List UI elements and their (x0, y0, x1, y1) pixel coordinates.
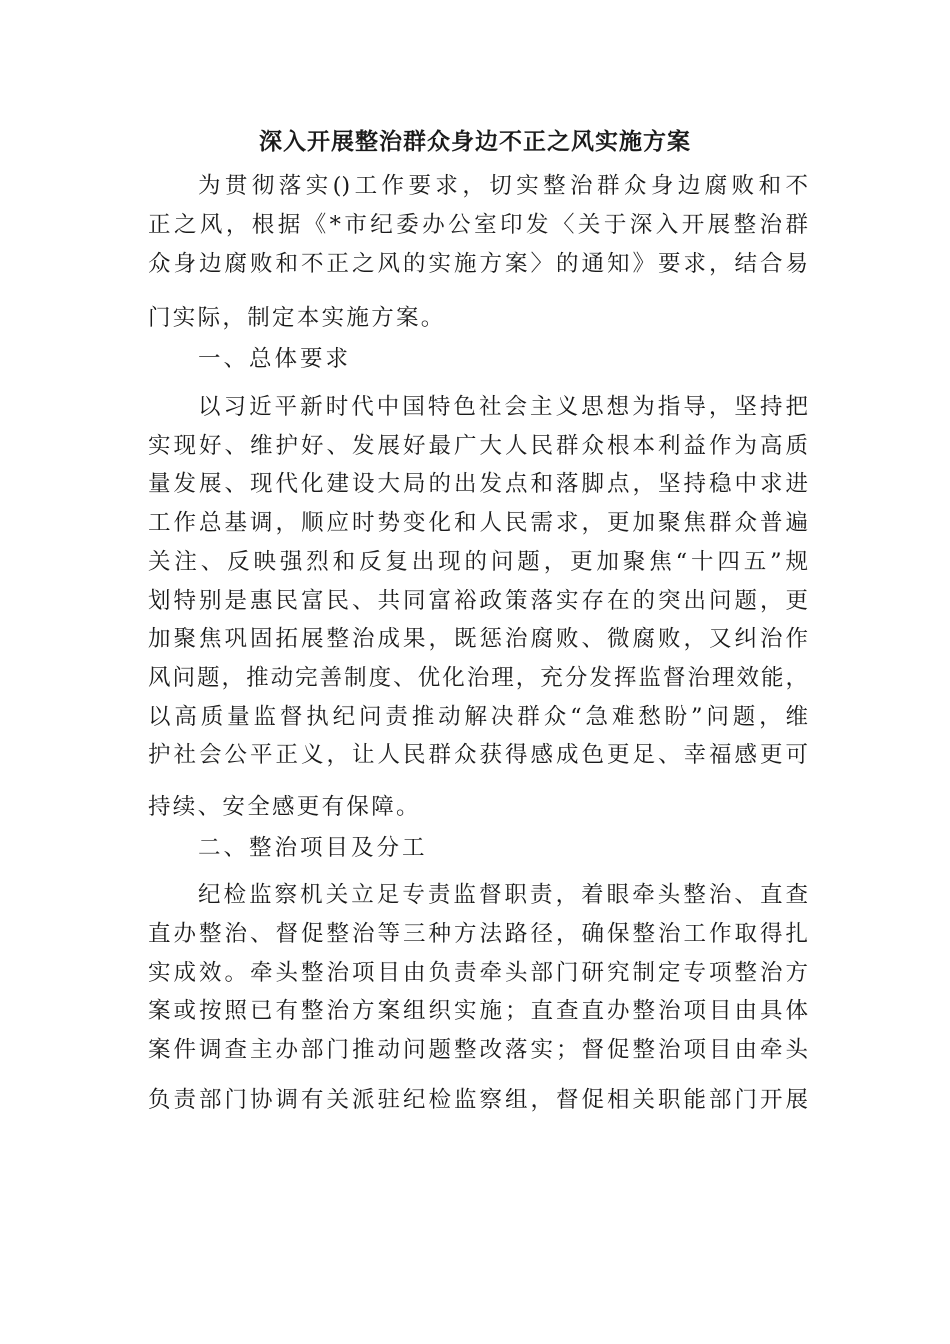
section1-line: 风问题，推动完善制度、优化治理，充分发挥监督治理效能， (148, 665, 808, 691)
section1-line: 以高质量监督执纪问责推动解决群众“急难愁盼”问题，维 (148, 704, 808, 730)
section2-line: 纪检监察机关立足专责监督职责，着眼牵头整治、直查 (198, 882, 808, 908)
section1-line: 实现好、维护好、发展好最广大人民群众根本利益作为高质 (148, 433, 808, 459)
section2-line: 负责部门协调有关派驻纪检监察组，督促相关职能部门开展 (148, 1087, 808, 1113)
section1-line: 量发展、现代化建设大局的出发点和落脚点，坚持稳中求进 (148, 471, 808, 497)
section1-line: 以习近平新时代中国特色社会主义思想为指导，坚持把 (198, 394, 808, 420)
section-heading-projects-and-division: 二、整治项目及分工 (198, 835, 428, 861)
section1-line: 关注、反映强烈和反复出现的问题，更加聚焦“十四五”规 (148, 549, 808, 575)
section2-line: 案件调查主办部门推动问题整改落实；督促整治项目由牵头 (148, 1037, 808, 1063)
section1-line: 加聚焦巩固拓展整治成果，既惩治腐败、微腐败，又纠治作 (148, 626, 808, 652)
section1-line: 持续、安全感更有保障。 (148, 794, 421, 820)
intro-line: 正之风，根据《*市纪委办公室印发〈关于深入开展整治群 (148, 212, 808, 238)
section-heading-general-requirements: 一、总体要求 (198, 346, 352, 372)
intro-line: 众身边腐败和不正之风的实施方案〉的通知》要求，结合易 (148, 251, 808, 277)
intro-line: 门实际，制定本实施方案。 (148, 305, 446, 331)
intro-line: 为贯彻落实()工作要求，切实整治群众身边腐败和不 (198, 173, 808, 199)
section2-line: 直办整治、督促整治等三种方法路径，确保整治工作取得扎 (148, 921, 808, 947)
document-title: 深入开展整治群众身边不正之风实施方案 (259, 128, 691, 155)
section2-line: 实成效。牵头整治项目由负责牵头部门研究制定专项整治方 (148, 960, 808, 986)
section1-line: 护社会公平正义，让人民群众获得感成色更足、幸福感更可 (148, 742, 808, 768)
section1-line: 工作总基调，顺应时势变化和人民需求，更加聚焦群众普遍 (148, 510, 808, 536)
section1-line: 划特别是惠民富民、共同富裕政策落实存在的突出问题，更 (148, 588, 808, 614)
section2-line: 案或按照已有整治方案组织实施；直查直办整治项目由具体 (148, 998, 808, 1024)
